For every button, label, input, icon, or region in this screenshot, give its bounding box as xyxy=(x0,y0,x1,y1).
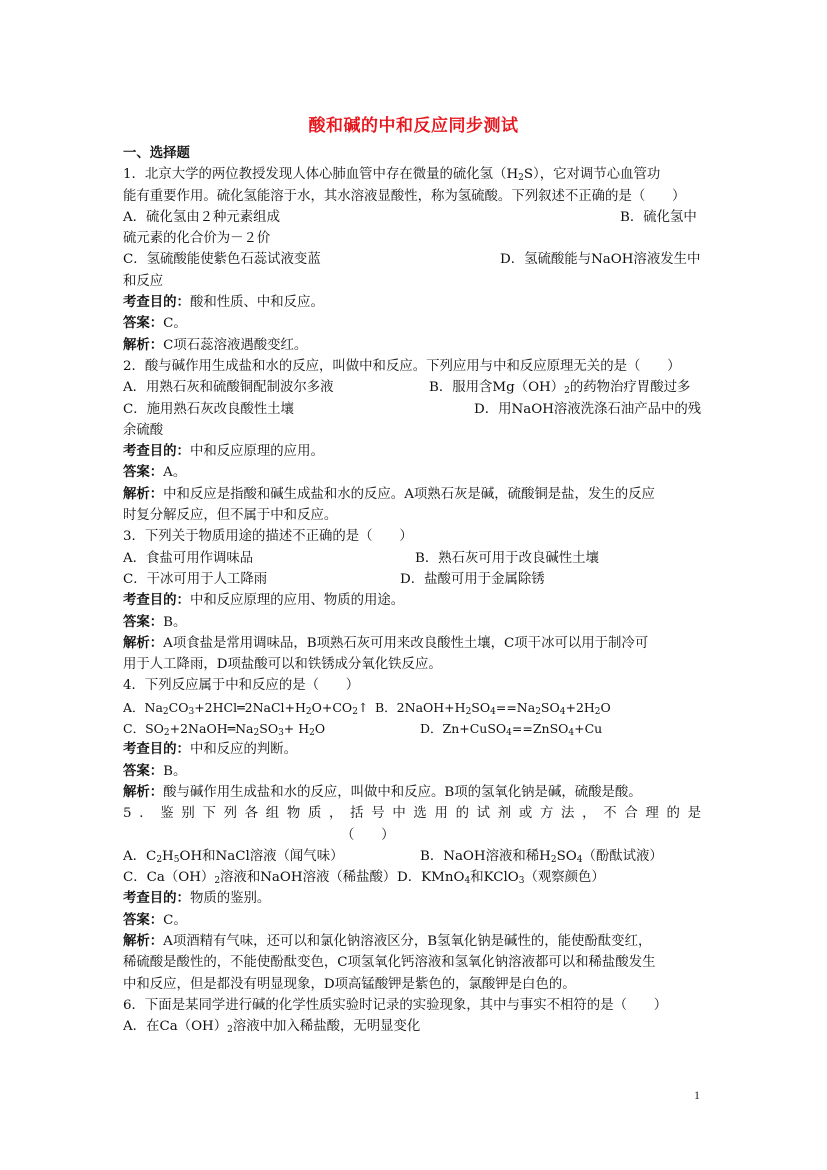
option-b: B．熟石灰可用于改良碱性土壤 xyxy=(415,550,599,566)
question-2-answer: 答案：A。 xyxy=(123,465,187,481)
option-d: D．Zn+CuSO$_4$==ZnSO$_4$+Cu xyxy=(420,721,603,739)
question-1-aim: 考查目的：酸和性质、中和反应。 xyxy=(123,295,324,311)
option-a: A．$Na_2CO_3+2HCl═2NaCl+H_2O+CO_2↑$ xyxy=(123,699,369,717)
option-b: B．服用含$Mg(OH)_2$的药物治疗胃酸过多 xyxy=(429,380,691,397)
option-d: D．KMnO$_4$和KClO$_3$（观察颜色） xyxy=(397,870,605,887)
question-3-options-cd xyxy=(123,569,707,590)
question-5-explanation-line3: 中和反应，但是都没有明显现象，D项高锰酸钾是紫色的，氯酸钾是白色的。 xyxy=(123,976,576,992)
question-6-stem: 6．下面是某同学进行碱的化学性质实验时记录的实验现象，其中与事实不相符的是（ ） xyxy=(123,997,668,1013)
question-2-explanation-continued: 时复分解反应，但不属于中和反应。 xyxy=(123,508,338,524)
section-heading: 一、选择题 xyxy=(123,146,190,161)
option-a: A．$C_2H_5OH$和NaCl溶液（闻气味） xyxy=(123,848,344,865)
question-2-options-ab xyxy=(123,377,707,398)
page-number: 1 xyxy=(694,1088,700,1102)
question-1-options-cd xyxy=(123,249,707,270)
question-2-explanation: 解析：中和反应是指酸和碱生成盐和水的反应。A项熟石灰是碱，硫酸铜是盐，发生的反应 xyxy=(123,486,655,502)
question-4-explanation: 解析：酸与碱作用生成盐和水的反应，叫做中和反应。B项的氢氧化钠是碱，硫酸是酸。 xyxy=(123,784,642,800)
question-3-stem: 3．下列关于物质用途的描述不正确的是（ ） xyxy=(123,529,413,545)
question-5-explanation-line2: 稀硫酸是酸性的，不能使酚酞变色，C项氢氧化钙溶液和氢氧化钠溶液都可以和稀盐酸发生 xyxy=(123,955,656,971)
option-d: D．用NaOH溶液洗涤石油产品中的残 xyxy=(474,401,702,417)
option-a: A．用熟石灰和硫酸铜配制波尔多液 xyxy=(123,380,334,396)
question-5-options-cd xyxy=(123,867,707,888)
question-4-aim: 考查目的：中和反应的判断。 xyxy=(123,742,298,758)
option-d: D．氢硫酸能与NaOH溶液发生中 xyxy=(500,252,701,268)
question-1-explanation: 解析：C项石蕊溶液遇酸变红。 xyxy=(123,337,308,353)
question-5-answer: 答案：C。 xyxy=(123,912,187,928)
question-5-aim: 考查目的：物质的鉴别。 xyxy=(123,891,271,907)
question-4-answer: 答案：B。 xyxy=(123,763,187,779)
question-1-stem-line1: 1．北京大学的两位教授发现人体心肺血管中存在微量的硫化氢$(H_2S)$，它对调节心血管功 xyxy=(123,167,661,184)
question-1-answer: 答案：C。 xyxy=(123,316,187,332)
question-5-options-ab xyxy=(123,846,707,867)
question-4-options-ab xyxy=(123,697,707,718)
question-3-aim: 考查目的：中和反应原理的应用、物质的用途。 xyxy=(123,593,405,609)
question-2-stem: 2．酸与碱作用生成盐和水的反应，叫做中和反应。下列应用与中和反应原理无关的是（ ） xyxy=(123,358,681,374)
option-d: D．盐酸可用于金属除锈 xyxy=(400,571,545,587)
question-3-answer: 答案：B。 xyxy=(123,614,187,630)
question-1-options-ab xyxy=(123,207,707,228)
option-b: B．NaOH溶液和稀$H_2SO_4$（酚酞试液） xyxy=(420,848,663,865)
option-c: C．$SO_2+2NaOH═Na_2SO_3+ H_2O$ xyxy=(123,721,326,739)
option-b: B．$2NaOH+H_2SO_4==Na_2SO_4+2H_2O$ xyxy=(375,699,611,717)
option-b-continued: 硫元素的化合价为－２价 xyxy=(123,231,271,247)
option-c: C．氢硫酸能使紫色石蕊试液变蓝 xyxy=(123,252,321,268)
option-a: A．食盐可用作调味品 xyxy=(123,550,254,566)
option-b: B．硫化氢中 xyxy=(620,209,697,225)
question-2-aim: 考查目的：中和反应原理的应用。 xyxy=(123,444,324,460)
question-4-stem: 4．下列反应属于中和反应的是（ ） xyxy=(123,678,360,694)
option-c: C．$Ca(OH)_2$溶液和NaOH溶液（稀盐酸） xyxy=(123,870,397,887)
question-2-options-cd xyxy=(123,399,707,420)
document-body xyxy=(123,143,707,1037)
question-5-stem-bracket: （ ） xyxy=(341,827,395,843)
question-5-stem: 5．鉴别下列各组物质，括号中选用的试剂或方法，不合理的是 xyxy=(123,806,707,822)
question-6-option-a: A．在$Ca(OH)_2$溶液中加入稀盐酸，无明显变化 xyxy=(123,1019,421,1036)
question-3-explanation: 解析：A项食盐是常用调味品，B项熟石灰可用来改良酸性土壤，C项干冰可以用于制冷可 xyxy=(123,635,649,651)
question-1-stem-line2: 能有重要作用。硫化氢能溶于水，其水溶液显酸性，称为氢硫酸。下列叙述不正确的是（ ） xyxy=(123,188,686,204)
option-c: C．施用熟石灰改良酸性土壤 xyxy=(123,401,294,417)
question-5-explanation: 解析：A项酒精有气味，还可以和氯化钠溶液区分，B氢氧化钠是碱性的，能使酚酞变红， xyxy=(123,933,652,949)
question-3-options-ab xyxy=(123,548,707,569)
question-3-explanation-continued: 用于人工降雨，D项盐酸可以和铁锈成分氧化铁反应。 xyxy=(123,657,442,673)
document-title: 酸和碱的中和反应同步测试 xyxy=(308,116,519,136)
option-d-continued: 和反应 xyxy=(123,273,164,289)
question-4-options-cd xyxy=(123,718,707,739)
option-d-continued: 余硫酸 xyxy=(123,422,164,438)
option-a: A．硫化氢由２种元素组成 xyxy=(123,209,280,225)
option-c: C．干冰可用于人工降雨 xyxy=(123,571,268,587)
